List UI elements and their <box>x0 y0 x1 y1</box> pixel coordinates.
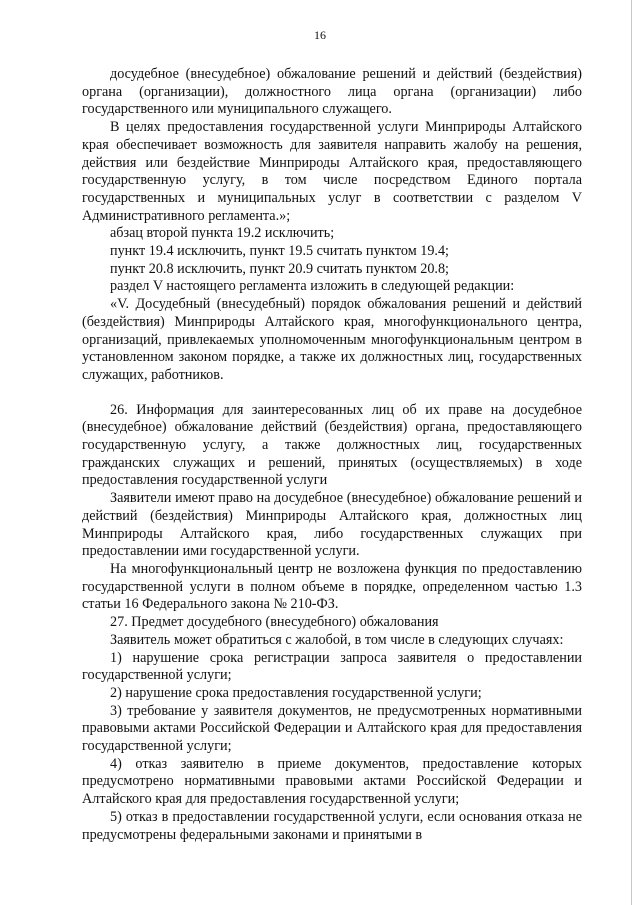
document-body <box>82 66 582 844</box>
section-27-heading: 27. Предмет досудебного (внесудебного) обжалования <box>110 614 439 631</box>
list-item-3: 3) требование у заявителя документов, не предусмотренных нормативными правовыми актами Российской Федерации и Алтайского края для предоставления государственной услуги; <box>82 702 582 755</box>
paragraph-complaint-possibility: В целях предоставления государственной услуги Минприроды Алтайского края обеспечивает возможность для заявителя направить жалобу на решения, действия или бездействие Минприроды Алтайского края, предоставляющего государственную услугу, в том числе посредством Единого портала государственных и муниципальных услуг в соответствии с разделом V Административного регламента.»; <box>82 119 582 224</box>
section-v-heading: «V. Досудебный (внесудебный) порядок обжалования решений и действий (бездействия) Минприроды Алтайского края, многофункционального центра, организаций, привлекаемых уполномоченным многофункциональным центром в установленном законом порядке, а также их должностных лиц, государственных служащих, работников. <box>82 296 582 383</box>
paragraph-amendment-19-4: пункт 19.4 исключить, пункт 19.5 считать пунктом 19.4; <box>110 243 450 260</box>
paragraph-section-v-new-edition: раздел V настоящего регламента изложить в следующей редакции: <box>110 278 515 295</box>
list-item-5: 5) отказ в предоставлении государственной услуги, если основания отказа не предусмотрены федеральными законами и принятыми в <box>82 808 582 843</box>
section-26-heading: 26. Информация для заинтересованных лиц об их праве на досудебное (внесудебное) обжалование действий (бездействия) органа, предоставляющего государственную услугу, а также должностных лиц, государственных гражданских служащих и решений, принятых (осуществляемых) в ходе предоставления государственной услуги <box>82 401 582 489</box>
paragraph-applicants-right: Заявители имеют право на досудебное (внесудебное) обжалование решений и действий (бездействия) Минприроды Алтайского края, должностных лиц Минприроды Алтайского края, либо государственных служащих при предоставлении ими государственной услуги. <box>82 490 582 560</box>
paragraph-amendment-19-2: абзац второй пункта 19.2 исключить; <box>110 225 335 242</box>
list-item-2: 2) нарушение срока предоставления государственной услуги; <box>110 684 482 701</box>
scan-edge-line <box>631 0 632 905</box>
paragraph-complaint-cases: Заявитель может обратиться с жалобой, в том числе в следующих случаях: <box>110 631 564 648</box>
page-number: 16 <box>314 28 326 42</box>
paragraph-amendment-20-8: пункт 20.8 исключить, пункт 20.9 считать пунктом 20.8; <box>110 260 450 277</box>
list-item-4: 4) отказ заявителю в приеме документов, предоставление которых предусмотрено нормативными правовыми актами Российской Федерации и Алтайского края для предоставления государственной услуги; <box>82 755 582 808</box>
paragraph-mfc-function: На многофункциональный центр не возложена функция по предоставлению государственной услуги в полном объеме в порядке, определенном частью 1.3 статьи 16 Федерального закона № 210-ФЗ. <box>82 560 582 613</box>
paragraph-appeal-intro: досудебное (внесудебное) обжалование решений и действий (бездействия) органа (организации), должностного лица органа (организации) либо государственного или муниципального служащего. <box>82 66 582 118</box>
list-item-1: 1) нарушение срока регистрации запроса заявителя о предоставлении государственной услуги; <box>82 649 582 684</box>
